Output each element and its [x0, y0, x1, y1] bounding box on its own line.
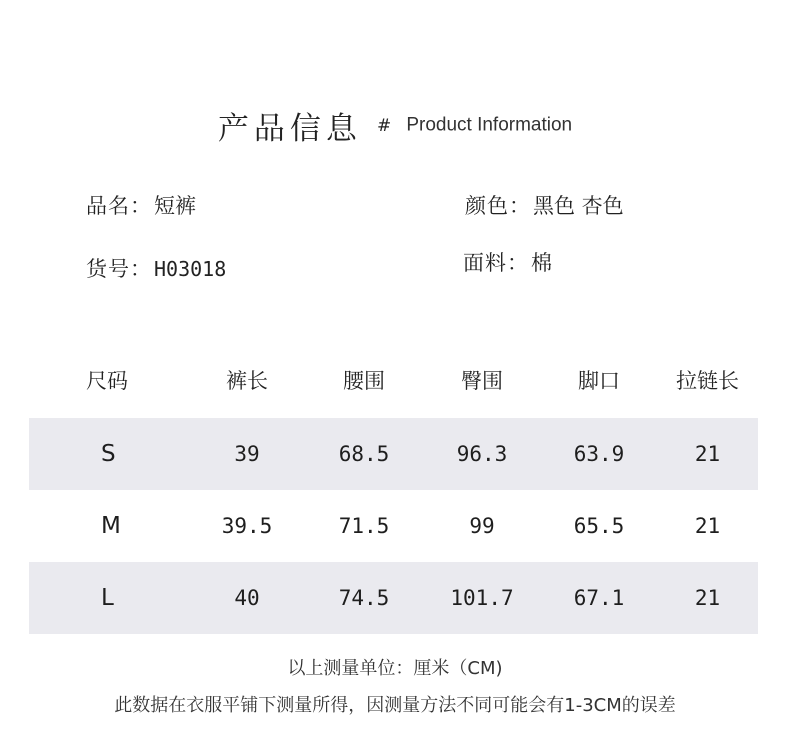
cell-leg-opening: 67.1	[573, 586, 625, 610]
product-fabric-value: 棉	[531, 251, 552, 275]
product-color-row	[465, 190, 624, 220]
product-code-label: 货号：	[86, 257, 152, 281]
cell-size: M	[101, 513, 121, 539]
size-table	[29, 352, 758, 634]
cell-zipper-length: 21	[694, 442, 721, 466]
cell-leg-opening: 63.9	[573, 442, 625, 466]
measurement-unit-note: 以上测量单位：厘米（CM)	[287, 658, 503, 679]
header-zipper-length: 拉链长	[676, 369, 739, 393]
measurement-disclaimer: 此数据在衣服平铺下测量所得，因测量方法不同可能会有1-3CM的误差	[114, 695, 676, 716]
title-hash: #	[376, 115, 392, 136]
table-row	[29, 562, 758, 634]
cell-hip: 99	[469, 514, 495, 538]
cell-size: L	[101, 585, 114, 611]
cell-hip: 101.7	[450, 586, 514, 610]
cell-waist: 74.5	[338, 586, 390, 610]
table-row	[29, 418, 758, 490]
cell-length: 40	[234, 586, 260, 610]
header-hip: 臀围	[461, 369, 503, 393]
header-length: 裤长	[226, 369, 268, 393]
product-color-value: 黑色 杏色	[533, 194, 624, 218]
cell-length: 39	[234, 442, 260, 466]
product-name-row	[86, 190, 196, 220]
product-fabric-label: 面料：	[463, 251, 529, 275]
cell-zipper-length: 21	[694, 514, 721, 538]
cell-hip: 96.3	[456, 442, 508, 466]
cell-zipper-length: 21	[694, 586, 721, 610]
product-name-label: 品名：	[86, 194, 152, 218]
product-color-label: 颜色：	[465, 194, 531, 218]
table-row	[29, 490, 758, 562]
header-waist: 腰围	[343, 369, 385, 393]
product-info-title	[0, 103, 790, 148]
title-english: Product Information	[406, 114, 573, 136]
cell-waist: 68.5	[338, 442, 390, 466]
cell-size: S	[101, 441, 116, 467]
title-chinese: 产品信息	[217, 111, 362, 147]
header-size: 尺码	[86, 369, 128, 393]
product-code-row	[86, 253, 226, 283]
cell-length: 39.5	[221, 514, 273, 538]
header-leg-opening: 脚口	[578, 369, 620, 393]
product-fabric-row	[463, 247, 552, 277]
product-name-value: 短裤	[154, 194, 196, 218]
cell-leg-opening: 65.5	[573, 514, 625, 538]
size-table-header	[29, 352, 758, 408]
cell-waist: 71.5	[338, 514, 390, 538]
product-code-value: H03018	[154, 257, 227, 281]
